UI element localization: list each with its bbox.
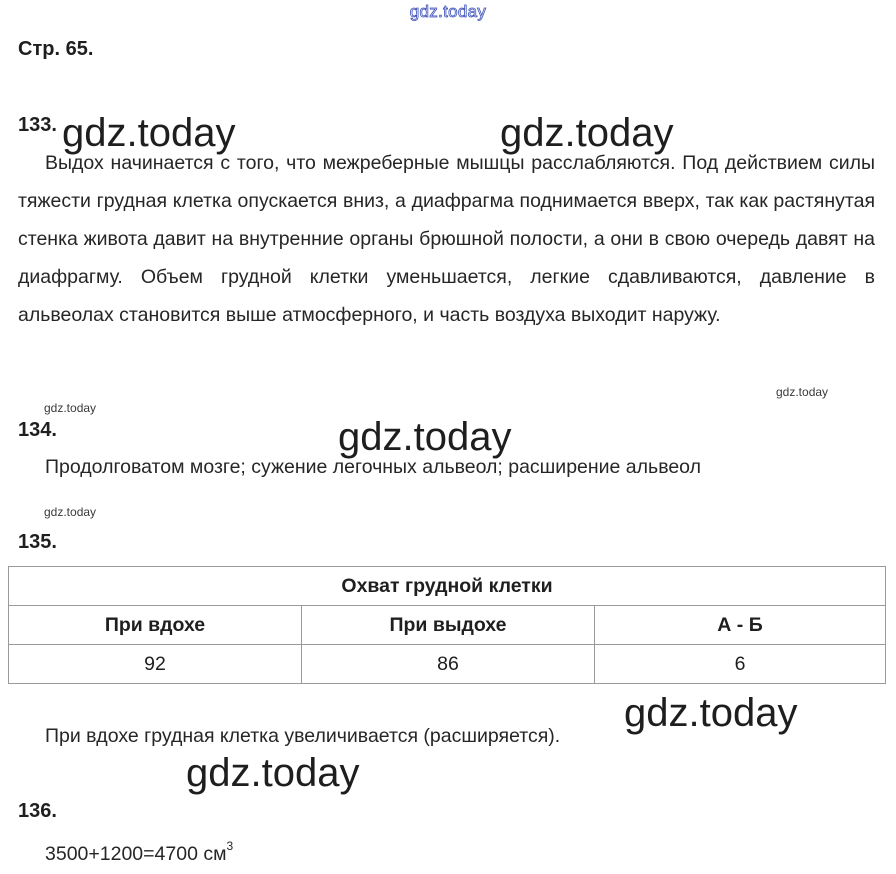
question-133-answer: Выдох начинается с того, что межреберные мышцы расслабляются. Под действием силы тяжести грудная клетка опускается вниз, а диафрагма поднимается вверх, так как растянутая стенка живота давит на внутренние органы брюшной полости, а они в свою очередь давят на диафрагму. Объем грудной клетки уменьшается, легкие сдавливаются, давление в альвеолах становится выше атмосферного, и часть воздуха выходит наружу. <box>18 152 875 326</box>
watermark-small: gdz.today <box>44 401 97 415</box>
question-133-number: 133. <box>18 114 57 136</box>
table-header-cell: При вдохе <box>9 606 302 645</box>
watermark-large: gdz.today <box>500 111 674 155</box>
table-title-row <box>9 567 886 606</box>
question-134-answer: Продолговатом мозге; сужение легочных альвеол; расширение альвеол <box>45 456 701 478</box>
table-title: Охват грудной клетки <box>9 567 886 606</box>
watermark-large: gdz.today <box>338 415 512 459</box>
top-watermark: gdz.today <box>409 2 487 21</box>
formula-text: 3500+1200=4700 см <box>45 843 227 865</box>
watermark-large: gdz.today <box>62 111 236 155</box>
chest-circumference-table <box>8 566 886 684</box>
watermark-small: gdz.today <box>776 385 829 399</box>
question-135-number: 135. <box>18 531 57 553</box>
table-row <box>9 645 886 684</box>
question-134-number: 134. <box>18 419 57 441</box>
table-header-cell: При выдохе <box>302 606 595 645</box>
question-135-answer: При вдохе грудная клетка увеличивается (расширяется). <box>45 725 561 747</box>
watermark-large: gdz.today <box>624 691 798 735</box>
table-cell: 92 <box>9 645 302 684</box>
watermark-small: gdz.today <box>44 505 97 519</box>
formula-superscript: 3 <box>226 839 234 853</box>
table-header-cell: А - Б <box>595 606 886 645</box>
table-header-row <box>9 606 886 645</box>
question-136-answer <box>45 839 233 866</box>
page-title: Стр. 65. <box>18 38 94 60</box>
table-cell: 86 <box>302 645 595 684</box>
question-136-number: 136. <box>18 800 57 822</box>
watermark-large: gdz.today <box>186 751 360 795</box>
table-cell: 6 <box>595 645 886 684</box>
